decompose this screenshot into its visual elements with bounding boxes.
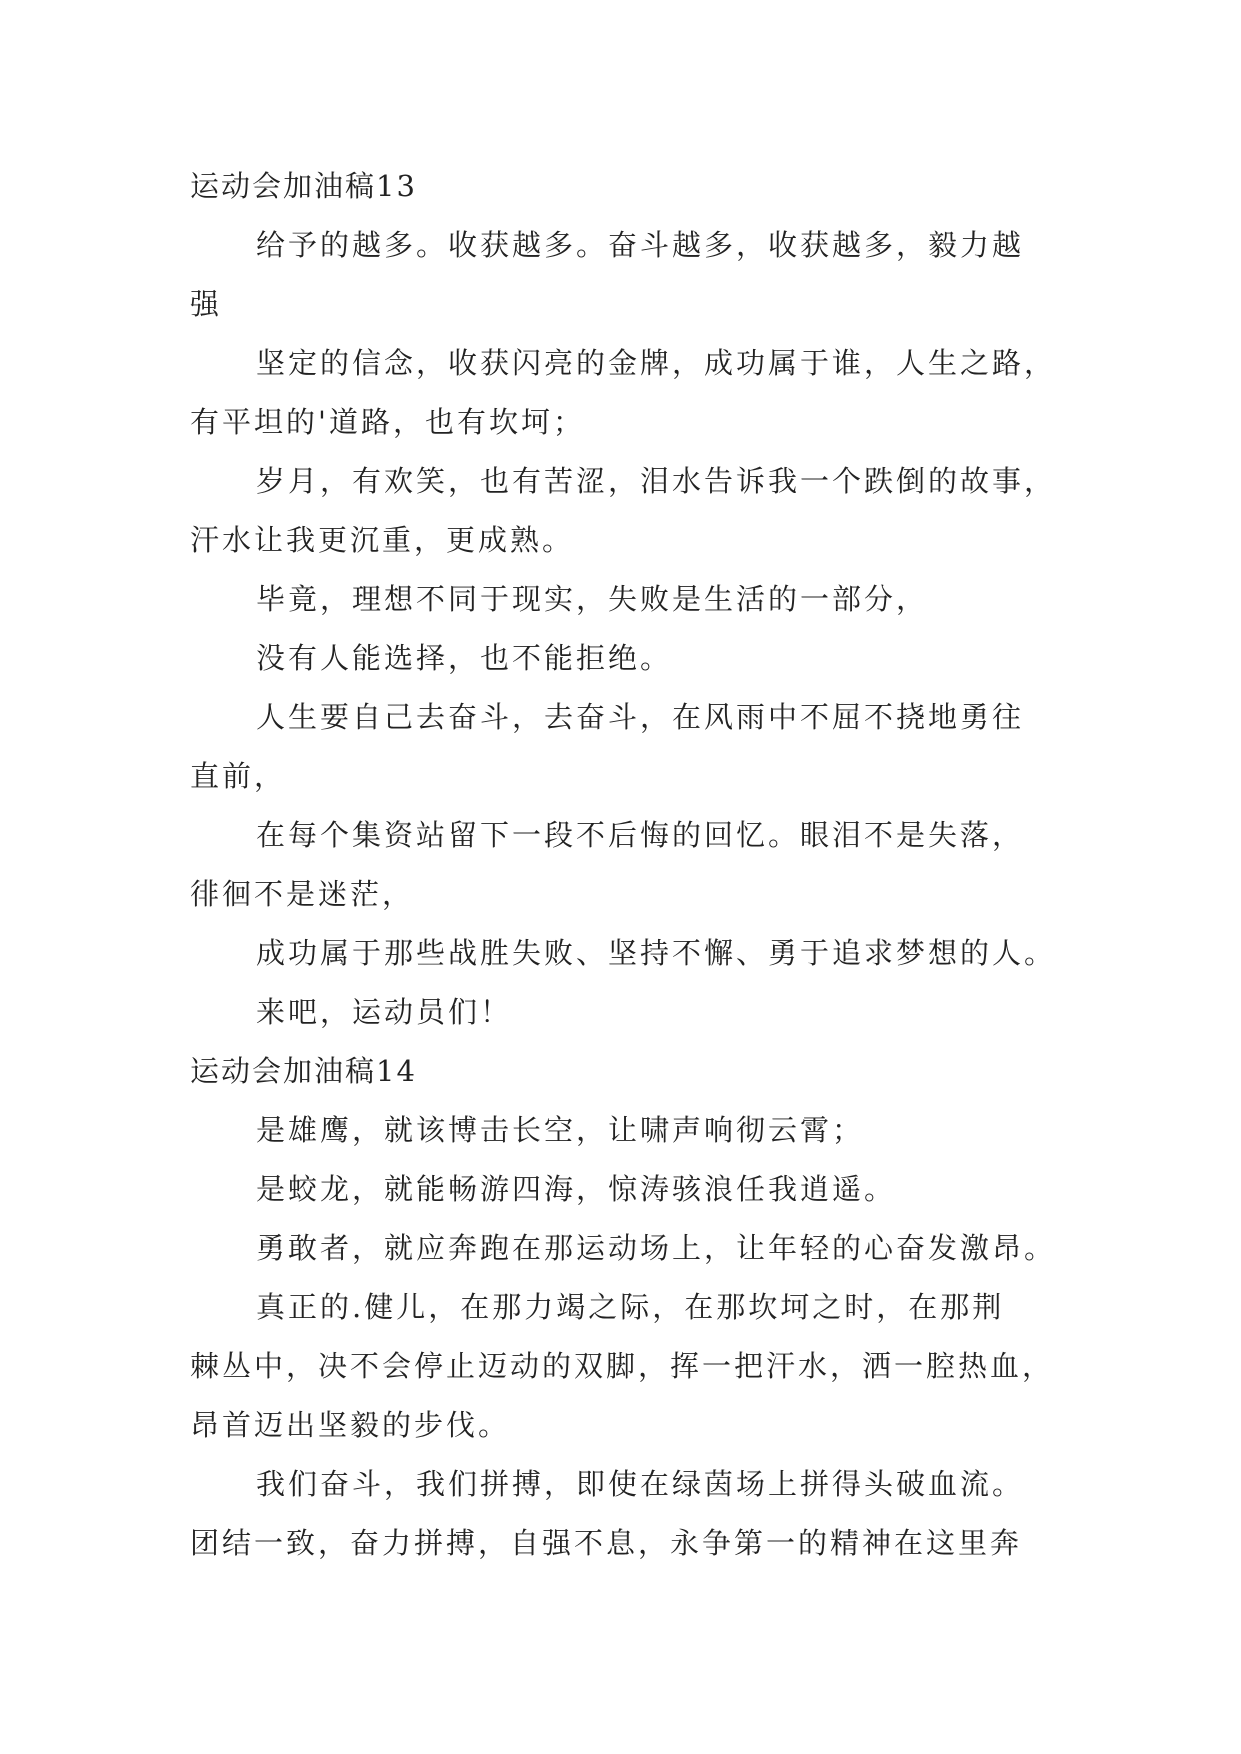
paragraph-line: 团结一致，奋力拼搏，自强不息，永争第一的精神在这里奔 [190, 1526, 1023, 1560]
paragraph-line: 坚定的信念，收获闪亮的金牌，成功属于谁，人生之路， [256, 346, 1057, 380]
paragraph-line: 给予的越多。收获越多。奋斗越多，收获越多，毅力越 [256, 228, 1025, 262]
paragraph-line: 来吧，运动员们！ [256, 995, 513, 1029]
paragraph-line: 岁月，有欢笑，也有苦涩，泪水告诉我一个跌倒的故事， [256, 464, 1057, 498]
paragraph-line: 是蛟龙，就能畅游四海，惊涛骇浪任我逍遥。 [256, 1172, 897, 1206]
paragraph-line: 汗水让我更沉重，更成熟。 [190, 523, 575, 557]
paragraph-line: 昂首迈出坚毅的步伐。 [190, 1408, 511, 1442]
paragraph-line: 强 [190, 287, 223, 321]
paragraph-line: 棘丛中，决不会停止迈动的双脚，挥一把汗水，洒一腔热血， [190, 1349, 1055, 1383]
paragraph-line: 勇敢者，就应奔跑在那运动场上，让年轻的心奋发激昂。 [256, 1231, 1057, 1265]
paragraph-line: 是雄鹰，就该博击长空，让啸声响彻云霄； [256, 1113, 865, 1147]
paragraph-line: 毕竟，理想不同于现实，失败是生活的一部分， [256, 582, 929, 616]
paragraph-line: 真正的.健儿，在那力竭之际，在那坎坷之时，在那荆 [256, 1290, 1005, 1324]
paragraph-line: 有平坦的'道路，也有坎坷； [190, 405, 585, 439]
paragraph-line: 没有人能选择，也不能拒绝。 [256, 641, 673, 675]
paragraph-line: 在每个集资站留下一段不后悔的回忆。眼泪不是失落， [256, 818, 1025, 852]
paragraph-line: 人生要自己去奋斗，去奋斗，在风雨中不屈不挠地勇往 [256, 700, 1025, 734]
paragraph-line: 徘徊不是迷茫， [190, 877, 415, 911]
section-heading-13: 运动会加油稿13 [190, 169, 417, 203]
section-heading-14: 运动会加油稿14 [190, 1054, 417, 1088]
paragraph-line: 我们奋斗，我们拼搏，即使在绿茵场上拼得头破血流。 [256, 1467, 1025, 1501]
paragraph-line: 成功属于那些战胜失败、坚持不懈、勇于追求梦想的人。 [256, 936, 1057, 970]
paragraph-line: 直前， [190, 759, 287, 793]
